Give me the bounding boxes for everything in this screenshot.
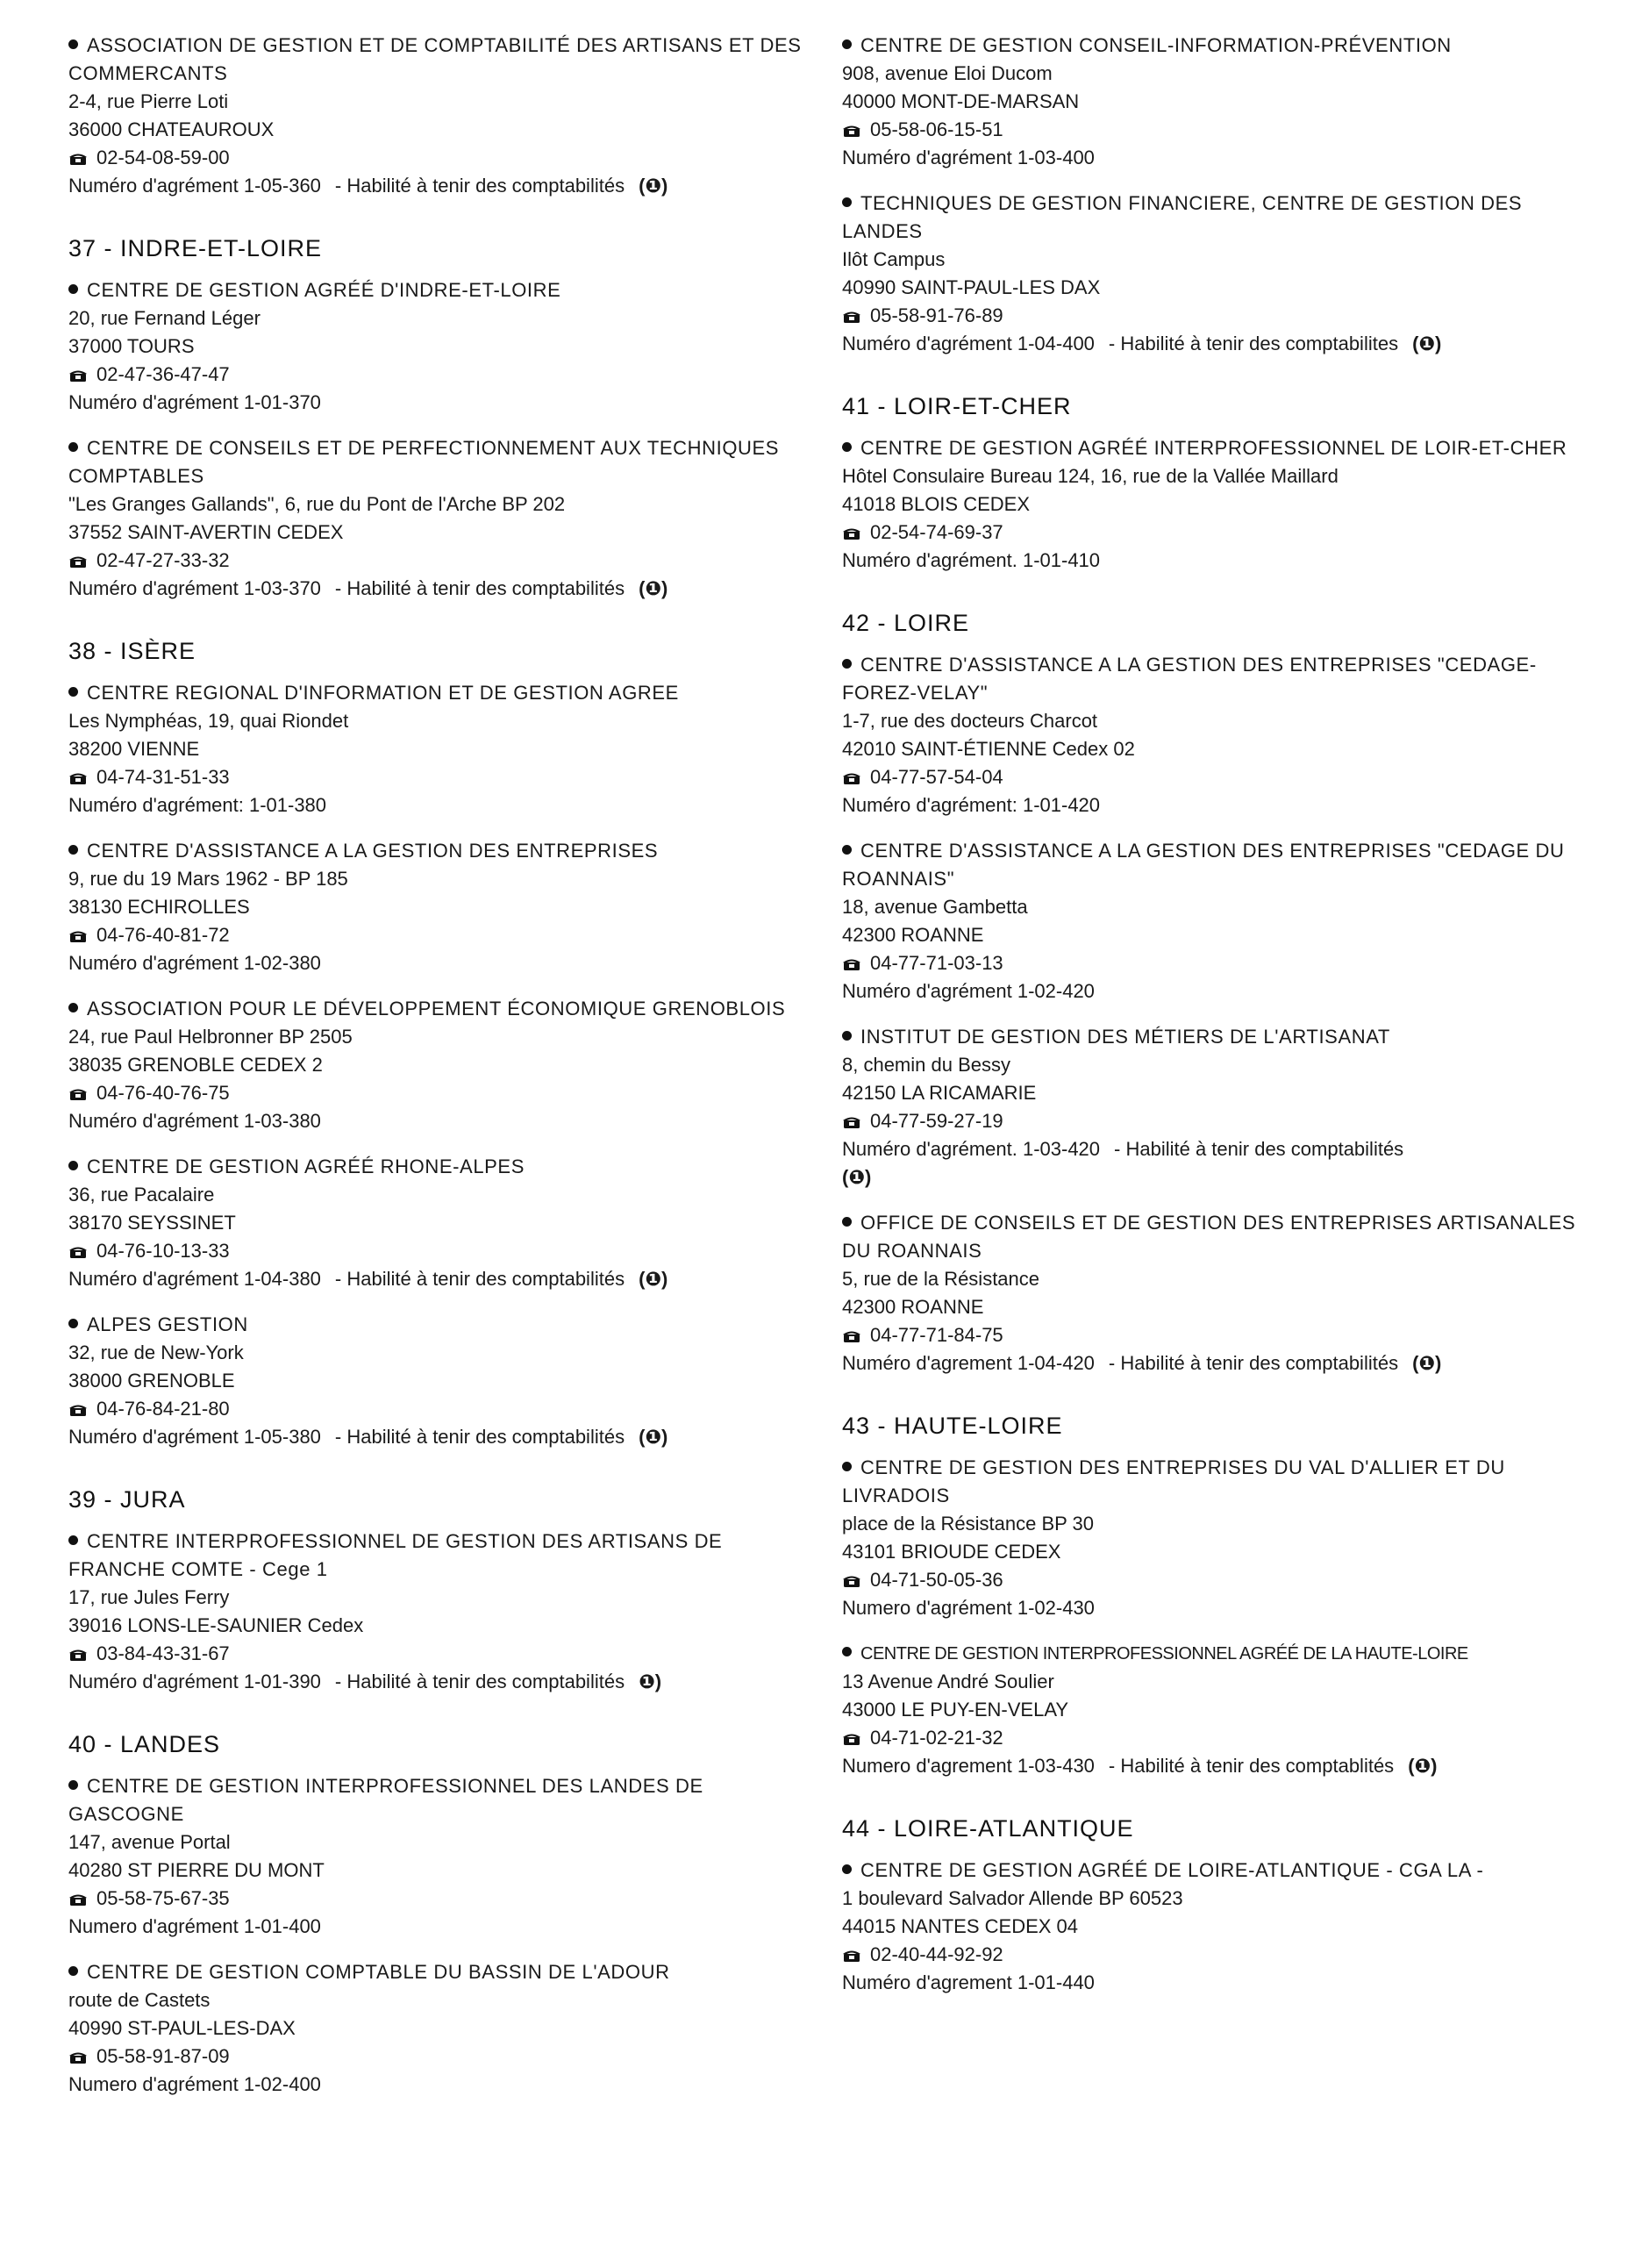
agrement-number: Numéro d'agrément. 1-03-420 (842, 1138, 1101, 1160)
telephone-icon (68, 2044, 88, 2058)
entry-name-line (68, 995, 823, 1023)
directory-entry (68, 1528, 823, 1696)
address-line: 38000 GRENOBLE (68, 1370, 235, 1392)
department-heading: 37 - INDRE-ET-LOIRE (68, 235, 323, 261)
phone-line (68, 361, 823, 389)
department-heading: 42 - LOIRE (842, 610, 970, 636)
entry-name-line (842, 1454, 1605, 1510)
address-line: 5, rue de la Résistance (842, 1268, 1040, 1290)
address-line: 39016 LONS-LE-SAUNIER Cedex (68, 1614, 364, 1636)
organization-name: ASSOCIATION DE GESTION ET DE COMPTABILITÉ DES ARTISANS ET DES COMMERCANTS (68, 34, 802, 84)
telephone-icon (68, 1239, 88, 1253)
habilite-note: - Habilité à tenir des comptabilités (334, 175, 625, 197)
phone-number: 04-71-50-05-36 (870, 1569, 1003, 1591)
habilite-badge: (❶) (1412, 1352, 1442, 1374)
directory-entry (842, 190, 1605, 358)
entry-name-line (68, 1311, 823, 1339)
organization-name: CENTRE D'ASSISTANCE A LA GESTION DES ENTREPRISES "CEDAGE-FOREZ-VELAY" (842, 654, 1537, 704)
agrement-line (68, 1265, 823, 1293)
habilite-badge: (❶) (639, 175, 668, 197)
agrement-line (842, 1752, 1605, 1780)
address-line: 43000 LE PUY-EN-VELAY (842, 1699, 1069, 1721)
organization-name: TECHNIQUES DE GESTION FINANCIERE, CENTRE DE GESTION DES LANDES (842, 192, 1523, 242)
entry-name-line (842, 434, 1605, 462)
badge-line (842, 1163, 1605, 1191)
organization-name: ALPES GESTION (87, 1313, 248, 1335)
agrement-number: Numéro d'agrément 1-02-420 (842, 980, 1095, 1002)
agrement-line (842, 1594, 1605, 1622)
agrement-number: Numéro d'agrément 1-03-380 (68, 1110, 321, 1132)
directory-entry (68, 1958, 823, 2099)
habilite-badge: (❶) (639, 1426, 668, 1448)
agrement-number: Numéro d'agrément: 1-01-380 (68, 794, 327, 816)
habilite-badge: ❶) (639, 1671, 662, 1692)
bullet-icon (68, 1780, 78, 1790)
telephone-icon (842, 1726, 861, 1740)
address-line: 1 boulevard Salvador Allende BP 60523 (842, 1887, 1183, 1909)
agrement-number: Numéro d'agrément 1-05-360 (68, 175, 321, 197)
telephone-icon (842, 118, 861, 132)
phone-number: 04-76-40-81-72 (96, 924, 230, 946)
phone-line (842, 763, 1605, 791)
phone-line (68, 547, 823, 575)
agrement-number: Numéro d'agrément. 1-01-410 (842, 549, 1101, 571)
telephone-icon (68, 1642, 88, 1656)
address-line: 147, avenue Portal (68, 1831, 231, 1853)
phone-line (68, 1079, 823, 1107)
telephone-icon (842, 1568, 861, 1582)
directory-entry (68, 1311, 823, 1451)
phone-line (842, 302, 1605, 330)
agrement-line (842, 1135, 1605, 1163)
address-line: route de Castets (68, 1989, 211, 2011)
address-line: 36, rue Pacalaire (68, 1184, 215, 1206)
address-line: 38200 VIENNE (68, 738, 200, 760)
department-heading: 40 - LANDES (68, 1731, 221, 1757)
agrement-number: Numéro d'agrément 1-01-390 (68, 1671, 321, 1692)
address-line: 908, avenue Eloi Ducom (842, 62, 1053, 84)
phone-line (842, 1724, 1605, 1752)
phone-line (842, 116, 1605, 144)
telephone-icon (842, 520, 861, 534)
address-line: 8, chemin du Bessy (842, 1054, 1010, 1076)
phone-line (842, 1941, 1605, 1969)
directory-entry (842, 1023, 1605, 1191)
phone-number: 04-77-59-27-19 (870, 1110, 1003, 1132)
entry-name-line (68, 1153, 823, 1181)
address-line: Ilôt Campus (842, 248, 946, 270)
address-line: 2-4, rue Pierre Loti (68, 90, 229, 112)
address-line: place de la Résistance BP 30 (842, 1513, 1094, 1535)
address-line: 1-7, rue des docteurs Charcot (842, 710, 1098, 732)
phone-line (68, 144, 823, 172)
address-line: 42150 LA RICAMARIE (842, 1082, 1037, 1104)
organization-name: CENTRE INTERPROFESSIONNEL DE GESTION DES ARTISANS DE FRANCHE COMTE - Cege 1 (68, 1530, 723, 1580)
address-line: 24, rue Paul Helbronner BP 2505 (68, 1026, 353, 1048)
agrement-number: Numero d'agrément 1-01-400 (68, 1915, 321, 1937)
bullet-icon (842, 1864, 852, 1874)
telephone-icon (842, 765, 861, 779)
directory-entry (842, 1454, 1605, 1622)
agrement-line (68, 1107, 823, 1135)
entry-name-line (842, 651, 1605, 707)
address-line: 38170 SEYSSINET (68, 1212, 236, 1234)
agrement-number: Numero d'agrement 1-03-430 (842, 1755, 1095, 1777)
bullet-icon (68, 1003, 78, 1012)
bullet-icon (68, 284, 78, 294)
agrement-line (842, 791, 1605, 819)
entry-name-line (842, 1857, 1605, 1885)
telephone-icon (842, 1109, 861, 1123)
directory-entry (68, 434, 823, 603)
directory-entry (68, 837, 823, 977)
telephone-icon (68, 923, 88, 937)
phone-line (842, 1107, 1605, 1135)
phone-number: 04-76-40-76-75 (96, 1082, 230, 1104)
agrement-line (842, 1969, 1605, 1997)
address-line: 42300 ROANNE (842, 924, 984, 946)
habilite-badge: (❶) (639, 1268, 668, 1290)
organization-name: CENTRE REGIONAL D'INFORMATION ET DE GESTION AGREE (87, 682, 679, 704)
telephone-icon (842, 1323, 861, 1337)
agrement-number: Numéro d'agrément 1-05-380 (68, 1426, 321, 1448)
agrement-line (68, 172, 823, 200)
habilite-badge: (❶) (1408, 1755, 1438, 1777)
entry-name-line (842, 837, 1605, 893)
department-heading: 43 - HAUTE-LOIRE (842, 1413, 1063, 1439)
organization-name: CENTRE DE GESTION CONSEIL-INFORMATION-PRÉVENTION (860, 34, 1452, 56)
directory-entry (68, 1153, 823, 1293)
entry-name-line (68, 276, 823, 304)
address-line: 41018 BLOIS CEDEX (842, 493, 1031, 515)
bullet-icon (842, 197, 852, 207)
agrement-number: Numéro d'agrement 1-01-440 (842, 1971, 1095, 1993)
organization-name: CENTRE DE GESTION AGRÉÉ DE LOIRE-ATLANTIQUE - CGA LA - (860, 1859, 1484, 1881)
phone-number: 02-47-36-47-47 (96, 363, 230, 385)
address-line: 37552 SAINT-AVERTIN CEDEX (68, 521, 344, 543)
phone-line (68, 1640, 823, 1668)
address-line: 43101 BRIOUDE CEDEX (842, 1541, 1061, 1563)
address-line: 38130 ECHIROLLES (68, 896, 250, 918)
address-line: 32, rue de New-York (68, 1341, 244, 1363)
phone-line (68, 1885, 823, 1913)
address-line: 40280 ST PIERRE DU MONT (68, 1859, 325, 1881)
telephone-icon (842, 951, 861, 965)
address-line: "Les Granges Gallands", 6, rue du Pont de l'Arche BP 202 (68, 493, 566, 515)
agrement-number: Numero d'agrément 1-02-430 (842, 1597, 1095, 1619)
habilite-badge: (❶) (639, 577, 668, 599)
agrement-number: Numero d'agrément 1-02-400 (68, 2073, 321, 2095)
bullet-icon (842, 1031, 852, 1041)
left-column (68, 32, 823, 2116)
telephone-icon (68, 548, 88, 562)
phone-number: 05-58-75-67-35 (96, 1887, 230, 1909)
bullet-icon (842, 39, 852, 49)
organization-name: CENTRE DE GESTION INTERPROFESSIONNEL DES LANDES DE GASCOGNE (68, 1775, 703, 1825)
entry-name-line (68, 1528, 823, 1584)
organization-name: CENTRE DE GESTION AGRÉÉ INTERPROFESSIONNEL DE LOIR-ET-CHER (860, 437, 1567, 459)
department-heading: 41 - LOIR-ET-CHER (842, 393, 1072, 419)
phone-line (842, 1321, 1605, 1349)
entry-name-line (68, 837, 823, 865)
department-heading: 44 - LOIRE-ATLANTIQUE (842, 1815, 1134, 1842)
agrement-number: Numéro d'agrément 1-04-380 (68, 1268, 321, 1290)
address-line: Hôtel Consulaire Bureau 124, 16, rue de la Vallée Maillard (842, 465, 1339, 487)
address-line: 44015 NANTES CEDEX 04 (842, 1915, 1079, 1937)
directory-entry (68, 995, 823, 1135)
directory-entry (842, 1857, 1605, 1997)
phone-number: 04-77-71-03-13 (870, 952, 1003, 974)
bullet-icon (68, 1966, 78, 1976)
agrement-line (68, 1913, 823, 1941)
directory-entry (68, 1772, 823, 1941)
habilite-badge: (❶) (842, 1166, 872, 1188)
habilite-note: - Habilité à tenir des comptabilités (334, 1671, 625, 1692)
agrement-line (68, 949, 823, 977)
entry-name-line (842, 190, 1605, 246)
phone-line (842, 949, 1605, 977)
entry-name-line (842, 1209, 1605, 1265)
habilite-note: - Habilité à tenir des comptablités (1108, 1755, 1395, 1777)
agrement-line (68, 791, 823, 819)
address-line: 40990 ST-PAUL-LES-DAX (68, 2017, 296, 2039)
entry-name-line (68, 1958, 823, 1986)
agrement-line (842, 547, 1605, 575)
phone-number: 02-54-74-69-37 (870, 521, 1003, 543)
phone-number: 05-58-91-76-89 (870, 304, 1003, 326)
organization-name: CENTRE DE GESTION INTERPROFESSIONNEL AGRÉÉ DE LA HAUTE-LOIRE (860, 1644, 1468, 1663)
address-line: 36000 CHATEAUROUX (68, 118, 275, 140)
organization-name: INSTITUT DE GESTION DES MÉTIERS DE L'ARTISANAT (860, 1026, 1390, 1048)
agrement-line (68, 575, 823, 603)
organization-name: CENTRE D'ASSISTANCE A LA GESTION DES ENTREPRISES "CEDAGE DU ROANNAIS" (842, 840, 1565, 890)
agrement-number: Numéro d'agrément 1-04-400 (842, 333, 1095, 354)
address-line: 38035 GRENOBLE CEDEX 2 (68, 1054, 323, 1076)
phone-number: 02-54-08-59-00 (96, 147, 230, 168)
phone-number: 02-47-27-33-32 (96, 549, 230, 571)
agrement-line (842, 144, 1605, 172)
directory-entry (842, 651, 1605, 819)
phone-number: 05-58-91-87-09 (96, 2045, 230, 2067)
entry-name-line (842, 1640, 1605, 1668)
bullet-icon (842, 1462, 852, 1471)
agrement-line (68, 1668, 823, 1696)
agrement-line (842, 977, 1605, 1005)
directory-entry (842, 1640, 1605, 1780)
address-line: 37000 TOURS (68, 335, 195, 357)
habilite-badge: (❶) (1412, 333, 1442, 354)
agrement-number: Numéro d'agrément: 1-01-420 (842, 794, 1101, 816)
agrement-line (842, 330, 1605, 358)
directory-entry (842, 32, 1605, 172)
department-heading: 39 - JURA (68, 1486, 186, 1513)
agrement-line (68, 389, 823, 417)
bullet-icon (68, 687, 78, 697)
address-line: 40000 MONT-DE-MARSAN (842, 90, 1080, 112)
directory-entry (68, 276, 823, 417)
phone-number: 04-76-84-21-80 (96, 1398, 230, 1420)
phone-line (68, 763, 823, 791)
directory-entry (842, 1209, 1605, 1377)
phone-number: 05-58-06-15-51 (870, 118, 1003, 140)
bullet-icon (842, 1217, 852, 1227)
telephone-icon (842, 1942, 861, 1957)
phone-line (68, 2043, 823, 2071)
directory-entry (68, 32, 823, 200)
bullet-icon (68, 442, 78, 452)
agrement-line (842, 1349, 1605, 1377)
address-line: 18, avenue Gambetta (842, 896, 1028, 918)
phone-number: 04-76-10-13-33 (96, 1240, 230, 1262)
agrement-number: Numéro d'agrément 1-03-400 (842, 147, 1095, 168)
organization-name: CENTRE DE GESTION DES ENTREPRISES DU VAL D'ALLIER ET DU LIVRADOIS (842, 1456, 1505, 1506)
bullet-icon (842, 659, 852, 669)
bullet-icon (68, 39, 78, 49)
phone-line (68, 921, 823, 949)
bullet-icon (68, 845, 78, 855)
phone-number: 02-40-44-92-92 (870, 1943, 1003, 1965)
address-line: 20, rue Fernand Léger (68, 307, 261, 329)
telephone-icon (68, 362, 88, 376)
organization-name: CENTRE D'ASSISTANCE A LA GESTION DES ENTREPRISES (87, 840, 659, 862)
telephone-icon (842, 304, 861, 318)
phone-number: 04-74-31-51-33 (96, 766, 230, 788)
habilite-note: - Habilité à tenir des comptabilités (334, 1268, 625, 1290)
agrement-number: Numéro d'agrément 1-01-370 (68, 391, 321, 413)
organization-name: CENTRE DE GESTION AGRÉÉ D'INDRE-ET-LOIRE (87, 279, 561, 301)
directory-entry (842, 434, 1605, 575)
agrement-number: Numéro d'agrément 1-03-370 (68, 577, 321, 599)
address-line: 42010 SAINT-ÉTIENNE Cedex 02 (842, 738, 1135, 760)
entry-name-line (68, 1772, 823, 1828)
phone-number: 03-84-43-31-67 (96, 1642, 230, 1664)
organization-name: CENTRE DE GESTION AGRÉÉ RHONE-ALPES (87, 1155, 525, 1177)
entry-name-line (68, 679, 823, 707)
bullet-icon (68, 1161, 78, 1170)
address-line: 9, rue du 19 Mars 1962 - BP 185 (68, 868, 348, 890)
organization-name: CENTRE DE CONSEILS ET DE PERFECTIONNEMENT AUX TECHNIQUES COMPTABLES (68, 437, 780, 487)
phone-line (842, 1566, 1605, 1594)
entry-name-line (68, 434, 823, 490)
entry-name-line (842, 32, 1605, 60)
phone-line (68, 1237, 823, 1265)
phone-line (68, 1395, 823, 1423)
entry-name-line (842, 1023, 1605, 1051)
bullet-icon (68, 1535, 78, 1545)
telephone-icon (68, 1081, 88, 1095)
entry-name-line (68, 32, 823, 88)
address-line: Les Nymphéas, 19, quai Riondet (68, 710, 349, 732)
directory-entry (68, 679, 823, 819)
bullet-icon (842, 442, 852, 452)
habilite-note: - Habilité à tenir des comptabilites (1108, 333, 1399, 354)
habilite-note: - Habilité à tenir des comptabilités (334, 1426, 625, 1448)
agrement-number: Numéro d'agrément 1-02-380 (68, 952, 321, 974)
right-column (842, 32, 1605, 2014)
telephone-icon (68, 1397, 88, 1411)
agrement-line (68, 2071, 823, 2099)
department-heading: 38 - ISÈRE (68, 638, 196, 664)
habilite-note: - Habilité à tenir des comptabilités (334, 577, 625, 599)
telephone-icon (68, 1886, 88, 1900)
habilite-note: - Habilité à tenir des comptabilités (1114, 1138, 1404, 1160)
address-line: 40990 SAINT-PAUL-LES DAX (842, 276, 1101, 298)
bullet-icon (842, 845, 852, 855)
agrement-line (68, 1423, 823, 1451)
habilite-note: - Habilité à tenir des comptabilités (1108, 1352, 1399, 1374)
address-line: 17, rue Jules Ferry (68, 1586, 230, 1608)
telephone-icon (68, 146, 88, 160)
address-line: 42300 ROANNE (842, 1296, 984, 1318)
organization-name: CENTRE DE GESTION COMPTABLE DU BASSIN DE L'ADOUR (87, 1961, 670, 1983)
phone-number: 04-77-57-54-04 (870, 766, 1003, 788)
organization-name: ASSOCIATION POUR LE DÉVELOPPEMENT ÉCONOMIQUE GRENOBLOIS (87, 998, 786, 1020)
phone-number: 04-71-02-21-32 (870, 1727, 1003, 1749)
phone-line (842, 519, 1605, 547)
address-line: 13 Avenue André Soulier (842, 1671, 1054, 1692)
phone-number: 04-77-71-84-75 (870, 1324, 1003, 1346)
agrement-number: Numéro d'agrement 1-04-420 (842, 1352, 1095, 1374)
telephone-icon (68, 765, 88, 779)
bullet-icon (68, 1319, 78, 1328)
bullet-icon (842, 1647, 852, 1656)
organization-name: OFFICE DE CONSEILS ET DE GESTION DES ENTREPRISES ARTISANALES DU ROANNAIS (842, 1212, 1576, 1262)
directory-entry (842, 837, 1605, 1005)
